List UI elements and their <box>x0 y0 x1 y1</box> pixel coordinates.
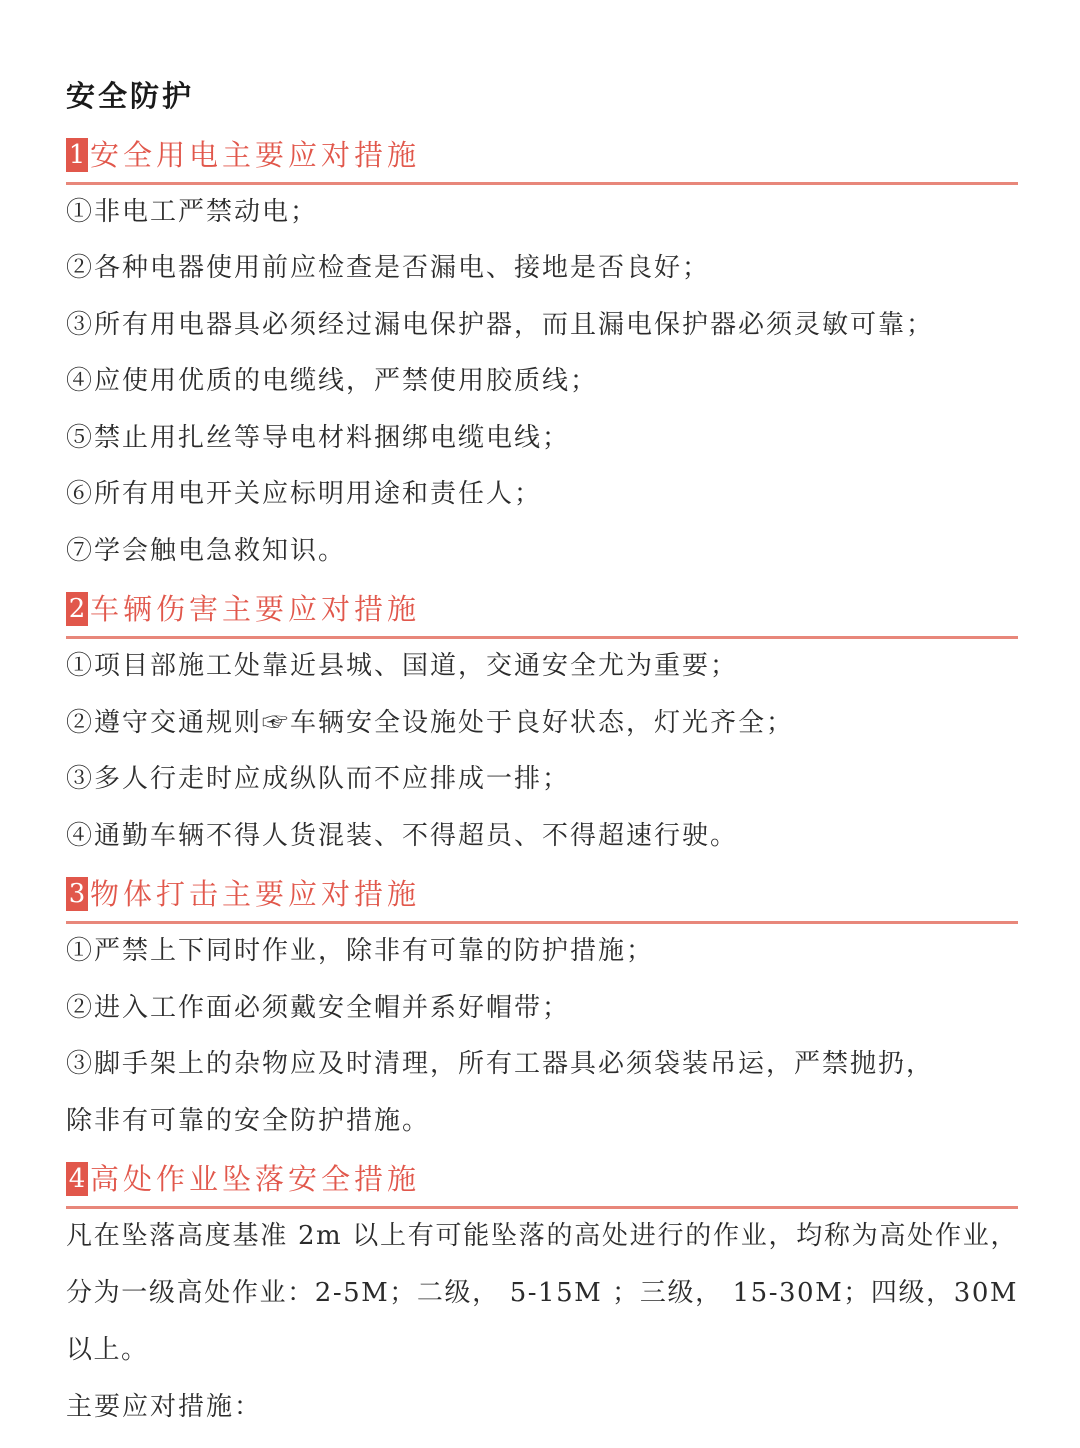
section-header-electrical <box>66 134 1018 185</box>
section-title: 物体打击主要应对措施 <box>90 877 421 911</box>
list-item: ②遵守交通规则☞车辆安全设施处于良好状态，灯光齐全； <box>66 708 795 738</box>
list-item: ④应使用优质的电缆线，严禁使用胶质线； <box>66 366 599 396</box>
sub-heading: 主要应对措施： <box>66 1392 263 1422</box>
section-title: 高处作业坠落安全措施 <box>90 1162 421 1196</box>
section-title: 车辆伤害主要应对措施 <box>90 592 421 626</box>
section-number-badge: 1 <box>66 138 88 172</box>
section-header-vehicle <box>66 588 1018 639</box>
paragraph-height-grades: 凡在坠落高度基准 2m 以上有可能坠落的高处进行的作业，均称为高处作业，分为一级高处作业：2-5M；二级， 5-15M ；三级， 15-30M；四级，30M 以上。 <box>66 1221 1018 1365</box>
section-header-object-strike <box>66 873 1018 924</box>
list-item: ②进入工作面必须戴安全帽并系好帽带； <box>66 993 571 1023</box>
list-item: ①非电工严禁动电； <box>66 197 319 227</box>
list-item: 除非有可靠的安全防护措施。 <box>66 1106 431 1136</box>
section-number-badge: 2 <box>66 592 88 626</box>
list-item: ③所有用电器具必须经过漏电保护器，而且漏电保护器必须灵敏可靠； <box>66 310 935 340</box>
section-header-fall-protection <box>66 1158 1018 1209</box>
list-item: ⑦学会触电急救知识。 <box>66 536 347 566</box>
list-item: ⑤禁止用扎丝等导电材料捆绑电缆电线； <box>66 423 571 453</box>
section-title: 安全用电主要应对措施 <box>90 138 421 172</box>
list-item: ①项目部施工处靠近县城、国道，交通安全尤为重要； <box>66 651 739 681</box>
list-item: ③脚手架上的杂物应及时清理，所有工器具必须袋装吊运，严禁抛扔， <box>66 1049 935 1079</box>
list-item: ⑥所有用电开关应标明用途和责任人； <box>66 479 543 509</box>
page-title: 安全防护 <box>66 79 195 113</box>
list-item: ②各种电器使用前应检查是否漏电、接地是否良好； <box>66 253 711 283</box>
list-item: ④通勤车辆不得人货混装、不得超员、不得超速行驶。 <box>66 821 739 851</box>
list-item: ③多人行走时应成纵队而不应排成一排； <box>66 764 571 794</box>
list-item: ①严禁上下同时作业，除非有可靠的防护措施； <box>66 936 655 966</box>
section-number-badge: 3 <box>66 877 88 911</box>
section-number-badge: 4 <box>66 1162 88 1196</box>
